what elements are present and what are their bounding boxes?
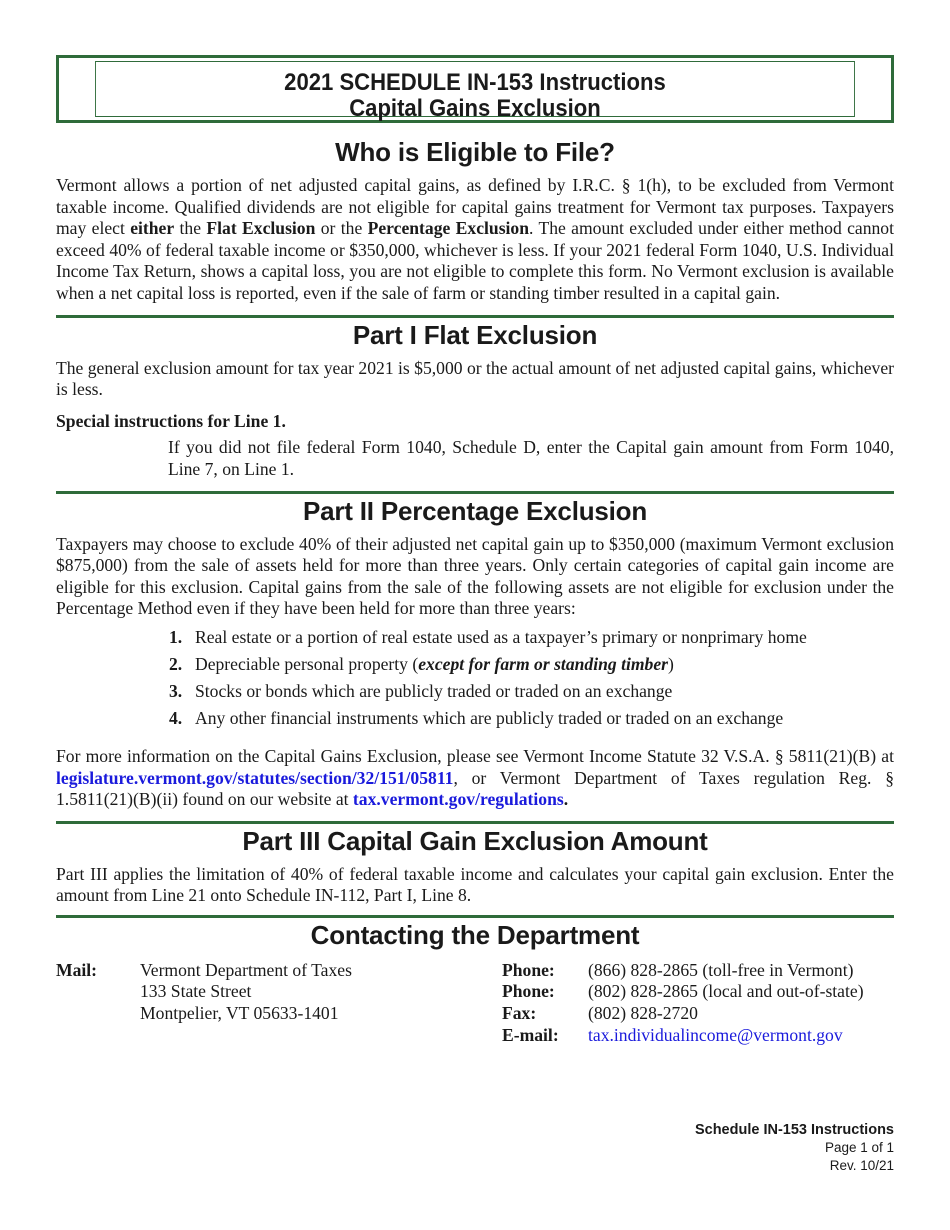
part1-heading: Part I Flat Exclusion <box>352 319 598 350</box>
mail-address: Vermont Department of Taxes 133 State Street Montpelier, VT 05633-1401 <box>140 959 352 1024</box>
phone-block <box>502 960 864 1046</box>
list-item: 3. Stocks or bonds which are publicly traded or traded on an exchange <box>169 680 673 701</box>
mail-block <box>56 960 502 1046</box>
phone-tollfree-value: (866) 828-2865 (toll-free in Vermont) <box>588 959 854 980</box>
footer-form-name: Schedule IN-153 Instructions <box>694 1122 894 1138</box>
footer-page-number: Page 1 of 1 <box>824 1140 894 1155</box>
list-item: 4. Any other financial instruments which are publicly traded or traded on an exchange <box>169 707 784 728</box>
section-divider <box>56 821 894 824</box>
special-instructions-label: Special instructions for Line 1. <box>56 410 286 431</box>
phone-local-value: (802) 828-2865 (local and out-of-state) <box>588 981 864 1002</box>
ineligible-assets-list <box>169 624 894 732</box>
special-instructions-body: If you did not file federal Form 1040, Schedule D, enter the Capital gain amount from Form 1040, Line 7, on Line 1. <box>168 437 894 479</box>
eligible-heading: Who is Eligible to File? <box>335 137 615 167</box>
part2-body: Taxpayers may choose to exclude 40% of their adjusted net capital gain up to $350,000 (maximum Vermont exclusion $875,000) from the sale of assets held for more than three years. Only certain categories of capital gain income are eligible for this exclusion. Capital gains from the sale of the following assets are not eligible for exclusion under the Percentage Method even if they have been held for more than three years: <box>56 533 894 619</box>
title-box <box>56 55 894 123</box>
phone-label: Phone: <box>502 959 555 980</box>
contact-block <box>56 960 894 1046</box>
title-line-1: 2021 SCHEDULE IN-153 Instructions <box>284 69 666 96</box>
part3-heading: Part III Capital Gain Exclusion Amount <box>242 825 708 856</box>
more-info-paragraph: For more information on the Capital Gains Exclusion, please see Vermont Income Statute 32 V.S.A. § 5811(21)(B) at legislature.vermont.gov/statutes/section/32/151/05811, or Vermont Department of Taxes regulation Reg. § 1.5811(21)(B)(ii) found on our website at tax.vermont.gov/regulations. <box>56 745 894 810</box>
fax-value: (802) 828-2720 <box>588 1003 698 1024</box>
section-divider <box>56 491 894 494</box>
legislature-link[interactable]: legislature.vermont.gov/statutes/section/32/151/05811 <box>56 767 454 788</box>
section-divider <box>56 315 894 318</box>
part2-heading: Part II Percentage Exclusion <box>302 495 648 526</box>
fax-label: Fax: <box>502 1003 537 1024</box>
part1-body: The general exclusion amount for tax year 2021 is $5,000 or the actual amount of net adjusted capital gains, whichever is less. <box>56 357 894 400</box>
eligible-paragraph: Vermont allows a portion of net adjusted capital gains, as defined by I.R.C. § 1(h), to be excluded from Vermont taxable income. Qualified dividends are not eligible for capital gains treatment for Vermont tax purposes. Taxpayers may elect either the Flat Exclusion or the Percentage Exclusion. The amount excluded under either method cannot exceed 40% of federal taxable income or $350,000, whichever is less. If your 2021 federal Form 1040, U.S. Individual Income Tax Return, shows a capital loss, you are not eligible to complete this form. No Vermont exclusion is available when a net capital loss is reported, even if the sale of farm or standing timber resulted in a capital gain. <box>56 175 894 303</box>
document-page <box>56 55 894 1046</box>
page-footer <box>695 1121 894 1175</box>
email-link[interactable]: tax.individualincome@vermont.gov <box>588 1024 843 1045</box>
title-line-2: Capital Gains Exclusion <box>349 95 601 122</box>
email-label: E-mail: <box>502 1024 559 1045</box>
regulations-link[interactable]: tax.vermont.gov/regulations <box>352 789 564 810</box>
section-divider <box>56 915 894 918</box>
list-item: 1. Real estate or a portion of real estate used as a taxpayer’s primary or nonprimary home <box>169 626 807 647</box>
footer-revision: Rev. 10/21 <box>829 1158 894 1173</box>
list-item: 2. Depreciable personal property (except for farm or standing timber) <box>169 653 674 674</box>
part3-body: Part III applies the limitation of 40% of federal taxable income and calculates your capital gain exclusion. Enter the amount from Line 21 onto Schedule IN-112, Part I, Line 8. <box>56 863 894 906</box>
phone-label: Phone: <box>502 981 555 1002</box>
contact-heading: Contacting the Department <box>310 919 640 950</box>
mail-label: Mail: <box>56 959 98 980</box>
document-title <box>95 61 855 122</box>
